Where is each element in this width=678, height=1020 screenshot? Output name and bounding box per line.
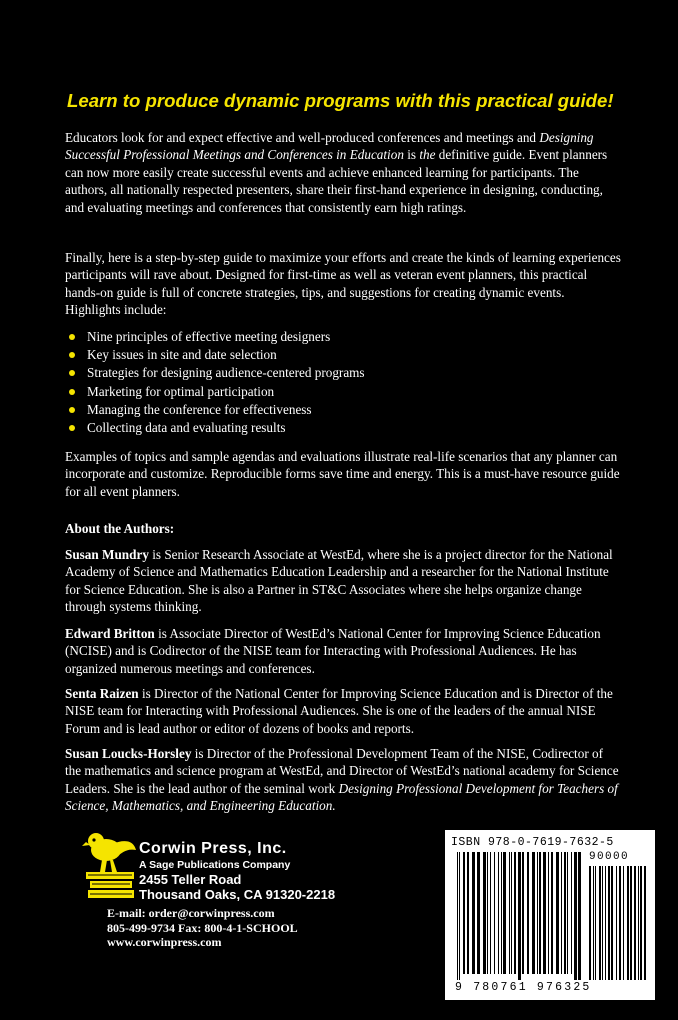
- highlights-list: [67, 328, 365, 437]
- author-bio: [65, 685, 621, 737]
- list-item-text: Nine principles of effective meeting designers: [87, 329, 331, 344]
- list-item: [67, 383, 365, 401]
- barcode-bar: [548, 852, 549, 974]
- intro-text: is: [403, 147, 420, 163]
- barcode-bar: [551, 852, 553, 974]
- barcode-bar: [459, 852, 460, 980]
- author-name: Edward Britton: [65, 626, 155, 641]
- book-title: Designing Successful Professional Meetings and Conferences in Education: [65, 130, 594, 163]
- list-item: [67, 364, 365, 382]
- barcode-bar: [644, 866, 646, 980]
- closing-paragraph: [65, 448, 621, 500]
- list-item-text: Collecting data and evaluating results: [87, 420, 286, 436]
- barcode-bar: [494, 852, 495, 974]
- bullet-icon: [69, 425, 75, 431]
- barcode-bar: [611, 866, 613, 980]
- barcode-bar: [630, 866, 632, 980]
- barcode-bar: [463, 852, 465, 974]
- list-item-text: Marketing for optimal participation: [87, 383, 275, 399]
- barcode-bar: [574, 852, 577, 980]
- bullet-icon: [69, 389, 75, 395]
- bullet-icon: [69, 352, 75, 358]
- barcode-bar: [477, 852, 480, 974]
- corwin-bird-logo-icon: [82, 830, 138, 900]
- author-bio-text: is Director of the Professional Development Team of the NISE, Codirector of the mathematics and science program at WestEd, and Director of WestEd’s national academy for Science Leaders. She is the lead author of the seminal work: [65, 746, 619, 796]
- isbn-text: ISBN 978-0-7619-7632-5: [451, 836, 614, 849]
- publisher-phone: 805-499-9734 Fax: 800-4-1-SCHOOL: [107, 920, 298, 935]
- author-bio: [65, 625, 621, 677]
- publisher-email: E-mail: order@corwinpress.com: [107, 906, 275, 920]
- barcode-bar: [599, 866, 601, 980]
- barcode-bar: [483, 852, 486, 974]
- author-name: Susan Mundry: [65, 547, 149, 562]
- barcode-bar: [511, 852, 512, 974]
- bullet-icon: [69, 370, 75, 376]
- barcode-bar: [527, 852, 529, 974]
- list-item: [67, 328, 365, 346]
- barcode-bar: [522, 852, 524, 974]
- barcode-bar: [514, 852, 516, 974]
- barcode-bar: [556, 852, 559, 974]
- intro-paragraph-2: [65, 249, 621, 319]
- barcode-bar: [498, 852, 499, 974]
- bullet-icon: [69, 334, 75, 340]
- barcode-bar: [616, 866, 617, 980]
- publisher-contact: [107, 906, 298, 950]
- barcode-bar: [532, 852, 535, 974]
- barcode-bar: [537, 852, 538, 974]
- publisher-name: Corwin Press, Inc.: [139, 840, 287, 857]
- barcode-bar: [619, 866, 621, 980]
- barcode-bar: [593, 866, 594, 980]
- intro-text: Finally, here is a step-by-step guide to maximize your efforts and create the kinds of learning experiences participants will rave about. Designed for first-time as well as veteran event planners, this practical hands-on guide is full of concrete strategies, tips, and suggestions for creating dynamic events. Highlights include:: [65, 250, 621, 318]
- barcode-bar: [634, 866, 636, 980]
- barcode-bar: [457, 852, 458, 980]
- barcode-bar: [595, 866, 596, 980]
- publisher-tagline: A Sage Publications Company: [139, 859, 291, 871]
- price-addon-text: 90000: [589, 851, 630, 863]
- list-item-text: Managing the conference for effectiveness: [87, 401, 312, 417]
- barcode-bar: [605, 866, 606, 980]
- author-bio-text: is Senior Research Associate at WestEd, where she is a project director for the National Academy of Science and Mathematics Education Leadership and a researcher for the National Institute for Science Education. She is also a Partner in ST&C Associates where she helps organize change through systems thinking.: [65, 547, 613, 615]
- barcode-bar: [564, 852, 566, 974]
- barcode-bar: [567, 852, 568, 974]
- headline: Learn to produce dynamic programs with this practical guide!: [67, 90, 614, 111]
- barcode-bar: [623, 866, 624, 980]
- book-title: Designing Professional Development for Teachers of Science, Mathematics, and Engineering Education.: [65, 780, 618, 814]
- author-name: Susan Loucks-Horsley: [65, 746, 192, 761]
- publisher-block: [139, 839, 335, 902]
- intro-paragraph-1: [65, 129, 621, 216]
- publisher-street: 2455 Teller Road: [139, 872, 242, 887]
- barcode-bar: [602, 866, 603, 980]
- barcode-bar: [589, 866, 591, 980]
- barcode-bar: [561, 852, 562, 974]
- barcode-bar: [640, 866, 642, 980]
- barcode-bar: [487, 852, 488, 974]
- barcode-bar: [472, 852, 475, 974]
- list-item: [67, 346, 365, 364]
- barcode-bar: [518, 852, 521, 980]
- barcode-bar: [503, 852, 506, 974]
- emphasis: the: [419, 147, 436, 163]
- author-bio-text: is Associate Director of WestEd’s National Center for Improving Science Education (NCISE) and is Codirector of the NISE team for Interacting with Professional Audiences. He has organized numerous meetings and conferences.: [65, 626, 601, 676]
- barcode-bar: [543, 852, 546, 974]
- barcode-bar: [501, 852, 502, 974]
- bullet-icon: [69, 407, 75, 413]
- list-item: [67, 419, 365, 437]
- publisher-web: www.corwinpress.com: [107, 935, 222, 949]
- barcode-bar: [490, 852, 491, 974]
- author-bio: [65, 546, 621, 616]
- ean-text: 9 780761 976325: [455, 981, 592, 994]
- intro-text: Educators look for and expect effective and well-produced conferences and meetings and: [65, 130, 540, 145]
- about-heading: About the Authors:: [65, 521, 175, 536]
- barcode-bar: [578, 852, 581, 980]
- barcode-bar: [467, 852, 469, 974]
- list-item: [67, 401, 365, 419]
- intro-text: definitive guide. Event planners can now more easily create successful events and achieve enhanced learning for participants. The authors, all nationally respected presenters, share their first-hand experience in designing, conducting, and evaluating meetings and conferences that consistently earn high ratings.: [65, 147, 608, 215]
- barcode-bar: [627, 866, 629, 980]
- isbn-barcode: [445, 830, 655, 1000]
- author-name: Senta Raizen: [65, 686, 139, 701]
- barcode-bar: [571, 852, 572, 974]
- closing-text: Examples of topics and sample agendas and evaluations illustrate real-life scenarios that any planner can incorporate and customize. Reproducible forms save time and energy. This is a must-have resource guide for all event planners.: [65, 449, 620, 499]
- author-bio-text: is Director of the National Center for Improving Science Education and is Director of the NISE team for Interacting with Professional Audiences. She is one of the leaders of the annual NISE Forum and is lead author or editor of dozens of books and reports.: [65, 686, 613, 736]
- author-bio: [65, 745, 621, 815]
- barcode-bar: [638, 866, 639, 980]
- list-item-text: Strategies for designing audience-centered programs: [87, 365, 365, 381]
- barcode-bar: [608, 866, 610, 980]
- barcode-bar: [509, 852, 510, 974]
- publisher-city: Thousand Oaks, CA 91320-2218: [139, 887, 336, 902]
- list-item-text: Key issues in site and date selection: [87, 347, 277, 363]
- barcode-bar: [539, 852, 541, 974]
